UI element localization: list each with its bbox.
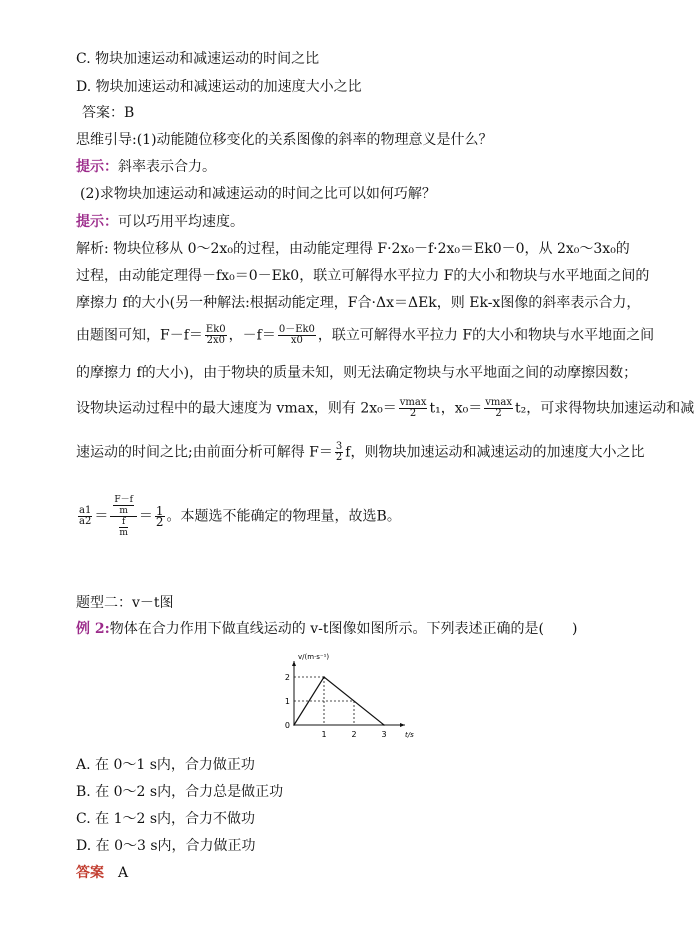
text-frag: f，则物块加速运动和减速运动的加速度大小之比 — [345, 444, 645, 461]
thinking-q1: 思维引导:(1)动能随位移变化的关系图像的斜率的物理意义是什么？ — [76, 132, 493, 148]
data-point — [383, 724, 385, 726]
option-c-top: C. 物块加速运动和减速运动的时间之比 — [76, 51, 320, 67]
analysis-line-5: 的摩擦力 f的大小)，由于物块的质量未知，则无法确定物块与水平地面之间的动摩擦因数； — [76, 365, 638, 381]
analysis-line-4 — [76, 325, 654, 346]
option-d: D. 在 0～3 s内，合力做正功 — [76, 838, 256, 854]
text-frag: 设物块运动过程中的最大速度为 vmax，则有 2x₀＝ — [76, 400, 397, 417]
y-arrow — [292, 661, 296, 666]
x-axis-label: t/s — [405, 731, 414, 739]
option-d-top: D. 物块加速运动和减速运动的加速度大小之比 — [76, 79, 362, 95]
fraction: $\frac{vmax}{2}$ — [485, 397, 512, 419]
text-frag: ，－f＝ — [228, 327, 276, 344]
x-tick-label: 2 — [351, 730, 357, 739]
data-point — [323, 676, 325, 678]
text-frag: ，联立可解得水平拉力 F的大小和物块与水平地面之间 — [317, 327, 655, 344]
y-tick-label: 1 — [284, 697, 290, 706]
analysis-line-8: $\frac{a1}{a2}$ ＝ $\frac{\frac{F-f}{m}}{\frac{f}{m}}$ ＝ $\frac{1}{2}$ 。本题选不能确定的物理量，故选B。 — [79, 495, 401, 538]
option-c: C. 在 1～2 s内，合力不做功 — [76, 811, 256, 827]
thinking-q2: (2)求物块加速运动和减速运动的时间之比可以如何巧解？ — [80, 186, 436, 202]
x-tick-label: 3 — [381, 730, 387, 739]
analysis-line-1: 解析: 物块位移从 0～2x₀的过程，由动能定理得 F·2x₀－f·2x₀＝Ek0－0，从 2x₀～3x₀的 — [76, 241, 630, 257]
text-frag: t₂，可求得物块加速运动和减 — [514, 400, 694, 417]
vt-chart — [280, 650, 414, 742]
example-text: 物体在合力作用下做直线运动的 v-t图像如图所示。下列表述正确的是( ) — [109, 621, 578, 637]
y-tick-label: 0 — [284, 721, 290, 730]
answer-2 — [76, 864, 128, 882]
analysis-line-7 — [76, 442, 644, 463]
fraction: $\frac{1}{2}$ — [155, 504, 164, 529]
hint-text-2: 可以巧用平均速度。 — [118, 214, 244, 230]
fraction: $\frac{vmax}{2}$ — [399, 397, 427, 419]
hint-text: 斜率表示合力。 — [118, 159, 216, 175]
x-tick-label: 1 — [321, 730, 327, 739]
text-frag: 。本题选不能确定的物理量，故选B。 — [166, 508, 401, 525]
option-b: B. 在 0～2 s内，合力总是做正功 — [76, 784, 284, 800]
analysis-line-3: 摩擦力 f的大小(另一种解法:根据动能定理，F合·Δx＝ΔEk，则 Ek-x图像的斜率表示合力， — [76, 295, 641, 311]
analysis-line-6 — [76, 398, 694, 419]
data-point — [293, 724, 295, 726]
fraction: $\frac{Ek0}{2x0}$ — [205, 324, 226, 346]
answer-value: A — [118, 865, 129, 881]
fraction: $\frac{0-Ek0}{x0}$ — [278, 324, 315, 346]
fraction: $\frac{3}{2}$ — [335, 441, 343, 463]
option-a: A. 在 0～1 s内，合力做正功 — [76, 757, 255, 773]
text-frag: 速运动的时间之比;由前面分析可解得 F＝ — [76, 444, 333, 461]
y-tick-label: 2 — [284, 673, 290, 682]
hint-label: 提示： — [76, 159, 118, 175]
analysis-line-2: 过程，由动能定理得－fx₀＝0－Ek0，联立可解得水平拉力 F的大小和物块与水平地面之间的 — [76, 268, 650, 284]
answer-label: 答案 — [76, 865, 104, 881]
example-2 — [76, 620, 577, 638]
text-frag: 由题图可知，F－f＝ — [76, 327, 203, 344]
answer-1: 答案：B — [82, 105, 135, 121]
hint-label-2: 提示： — [76, 214, 118, 230]
example-label: 例 2: — [76, 621, 110, 637]
text-frag: t₁，x₀＝ — [429, 400, 483, 417]
fraction: $\frac{a1}{a2}$ — [79, 505, 92, 527]
section-title: 题型二：v－t图 — [76, 595, 174, 611]
thinking-a2 — [76, 213, 244, 231]
thinking-a1 — [76, 158, 216, 176]
compound-fraction: $\frac{\frac{F-f}{m}}{\frac{f}{m}}$ — [110, 495, 137, 538]
y-axis-label: v/(m·s⁻¹) — [298, 653, 330, 661]
x-arrow — [400, 723, 405, 727]
